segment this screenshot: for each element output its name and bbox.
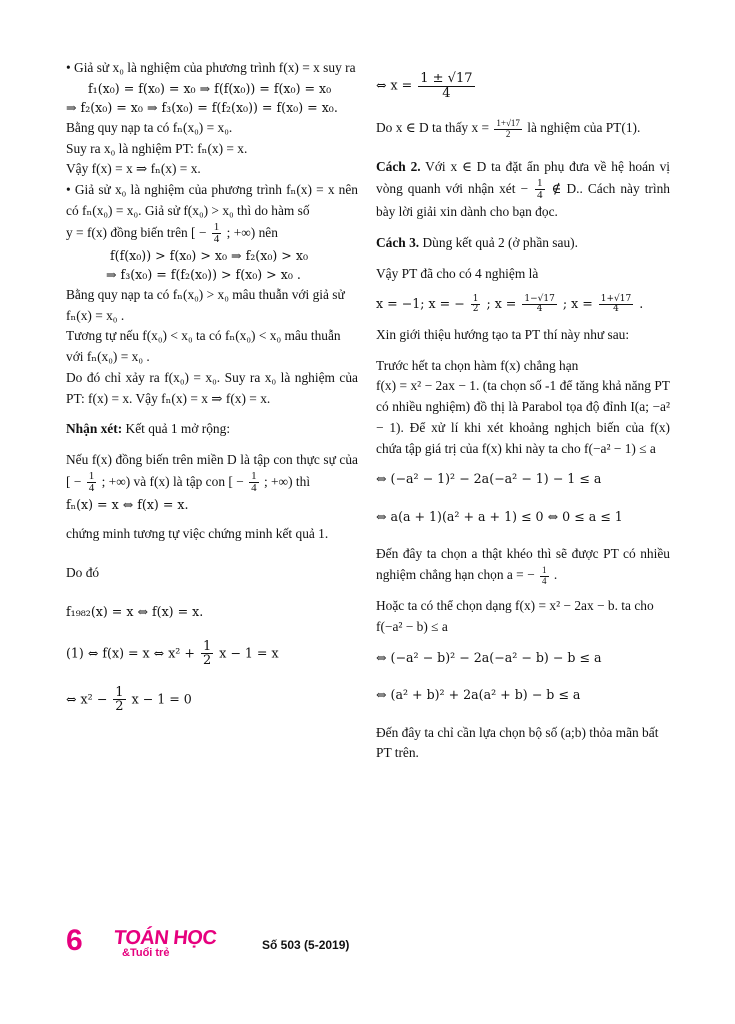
fraction-solution: $\frac{1 \pm √17}{4}$ <box>420 71 473 101</box>
para-increasing <box>66 222 358 246</box>
eq-f3x0: ⇒ f₃(x₀) = f(f₂(x₀)) > f(x₀) > x₀ . <box>106 267 301 283</box>
logo-subtitle: &Tuổi trẻ <box>122 947 170 959</box>
eq-ineq-4: ⇔ (a² + b)² + 2a(a² + b) − b ≤ a <box>376 687 581 703</box>
eq-f1982: f₁₉₈₂(x) = x ⇔ f(x) = x. <box>66 604 204 620</box>
fraction-one-quarter: $\frac{1}{4}$ <box>542 565 547 586</box>
eq-fn-equiv: fₙ(x) = x ⇔ f(x) = x. <box>66 496 189 512</box>
para-intro-construction: Xin giới thiệu hướng tạo ta PT thí này như sau: <box>376 326 630 342</box>
para-similarly: Tương tự nếu f(x₀) < x₀ ta có fₙ(x₀) < x₀ mâu thuẫn với fₙ(x₀) = x₀ . <box>66 328 341 365</box>
para-choose-function: Trước hết ta chọn hàm f(x) chẳng hạn <box>376 357 579 373</box>
para-contradiction-1: Bằng quy nạp ta có fₙ(x₀) > x₀ mâu thuẫn với giả sử fₙ(x) = x₀ . <box>66 286 345 323</box>
fraction-root: $\frac{1+√17}{2}$ <box>496 118 520 139</box>
para-induction-1: Bằng quy nạp ta có fₙ(x₀) = x₀. <box>66 119 233 135</box>
para-domain-root: Do x ∈ D ta thấy x = $\frac{1+√17}{2}$ là nghiệm của PT(1). <box>376 118 641 139</box>
para-extension: Nếu f(x) đồng biến trên miền D là tập con thực sự của [ − $\frac{1}{4}$ ; +∞) và f(x) là tập con [ − $\frac{1}{4}$ ; +∞) thì <box>66 452 358 495</box>
fraction-one-half: $\frac{1}{2}$ <box>202 638 212 669</box>
para-hence: Do đó <box>66 565 100 581</box>
increasing-text-b: ; +∞) nên <box>226 224 278 240</box>
para-alternative-form: Hoặc ta có thể chọn dạng f(x) = x² − 2ax − b. ta cho f(−a² − b) ≤ a <box>376 597 654 634</box>
para-four-roots: Vậy PT đã cho có 4 nghiệm là <box>376 265 539 281</box>
right-column <box>376 58 670 764</box>
para-parabola: f(x) = x² − 2ax − 1. (ta chọn số -1 để tăng khả năng PT có nhiều nghiệm) đồ thị là Parabol tọa độ đỉnh I(a; −a² − 1). Để xử lí khi xét khoảng nghịch biến của f(x) chứa tập giá trị của f(x) khi này ta cho f(−a² − 1) ≤ a <box>376 378 670 456</box>
para-therefore: Do đó chỉ xảy ra f(x₀) = x₀. Suy ra x₀ là nghiệm của PT: f(x) = x. Vậy fₙ(x) = x ⇒ f(x) = x. <box>66 369 358 406</box>
para-final: Đến đây ta chỉ cần lựa chọn bộ số (a;b) thỏa mãn bất PT trên. <box>376 724 659 761</box>
logo-title: TOÁN HỌC <box>112 927 218 949</box>
eq-f1: f₁(x₀) = f(x₀) = x₀ ⇒ f(f(x₀)) = f(x₀) = x₀ <box>88 80 332 96</box>
fraction-one-half: $\frac{1}{2}$ <box>115 684 124 715</box>
eq-f2-f3: ⇒ f₂(x₀) = x₀ ⇒ f₃(x₀) = f(f₂(x₀)) = f(x₀) = x₀. <box>66 100 338 116</box>
page-footer <box>66 924 686 964</box>
magazine-logo <box>114 928 234 964</box>
fraction-one-quarter: $\frac{1}{4}$ <box>251 469 257 495</box>
para-root-pt: Suy ra x₀ là nghiệm PT: fₙ(x) = x. <box>66 140 248 156</box>
eq-ineq-1: ⇔ (−a² − 1)² − 2a(−a² − 1) − 1 ≤ a <box>376 471 602 487</box>
para-conclude-1: Vậy f(x) = x ⇒ fₙ(x) = x. <box>66 161 201 177</box>
para-assume-fn: • Giả sử x₀ là nghiệm của phương trình fₙ(x) = x nên có fₙ(x₀) = x₀. Giả sử f(x₀) > x₀ thì do hàm số <box>66 182 358 218</box>
para-proof-similar: chứng minh tương tự việc chứng minh kết quả 1. <box>66 526 329 542</box>
eq-ineq-3: ⇔ (−a² − b)² − 2a(−a² − b) − b ≤ a <box>376 649 602 665</box>
page-number: 6 <box>66 924 83 957</box>
eq-four-roots: x = −1; x = − $\frac{1}{2}$ ; x = $\frac{1-√17}{4}$ ; x = $\frac{1+√17}{4}$ . <box>376 293 644 315</box>
para-remark: Nhận xét: Kết quả 1 mở rộng: <box>66 421 231 437</box>
para-choose-a: Đến đây ta chọn a thật khéo thì sẽ được PT có nhiều nghiệm chẳng hạn chọn a = − $\frac{1}{4}$ . <box>376 546 670 586</box>
fraction-one-quarter: $\frac{1}{4}$ <box>213 220 220 246</box>
eq-quadratic: ⇔ x² − $\frac{1}{2}$ x − 1 = 0 <box>66 684 192 715</box>
remark-label: Nhận xét: <box>66 421 123 437</box>
left-column <box>66 58 358 714</box>
eq-x-solution: ⇔ x = $\frac{1 \pm √17}{4}$ <box>376 71 473 101</box>
method-3-label: Cách 3. <box>376 234 420 250</box>
para-method-3: Cách 3. Dùng kết quả 2 (ở phần sau). <box>376 234 578 250</box>
eq-ffx0: f(f(x₀)) > f(x₀) > x₀ ⇒ f₂(x₀) > x₀ <box>110 247 308 263</box>
issue-number: Số 503 (5-2019) <box>262 938 350 952</box>
eq-one-equiv: (1) ⇔ f(x) = x ⇔ x² + $\frac{1}{2}$ x − 1 = x <box>66 638 279 669</box>
para-method-2: Cách 2. Với x ∈ D ta đặt ẩn phụ đưa về hệ hoán vị vòng quanh với nhận xét − $\frac{1}{4}$ ∉ D.. Cách này trình bày lời giải xin dành cho bạn đọc. <box>376 159 670 219</box>
eq-ineq-2: ⇔ a(a + 1)(a² + a + 1) ≤ 0 ⇔ 0 ≤ a ≤ 1 <box>376 508 623 524</box>
increasing-text-a: y = f(x) đồng biến trên [ − <box>66 224 207 240</box>
method-2-label: Cách 2. <box>376 159 421 175</box>
fraction-one-quarter: $\frac{1}{4}$ <box>537 176 543 202</box>
fraction-one-quarter: $\frac{1}{4}$ <box>88 469 95 495</box>
para-assume-x0: • Giả sử x₀ là nghiệm của phương trình f(x) = x suy ra <box>66 60 356 75</box>
